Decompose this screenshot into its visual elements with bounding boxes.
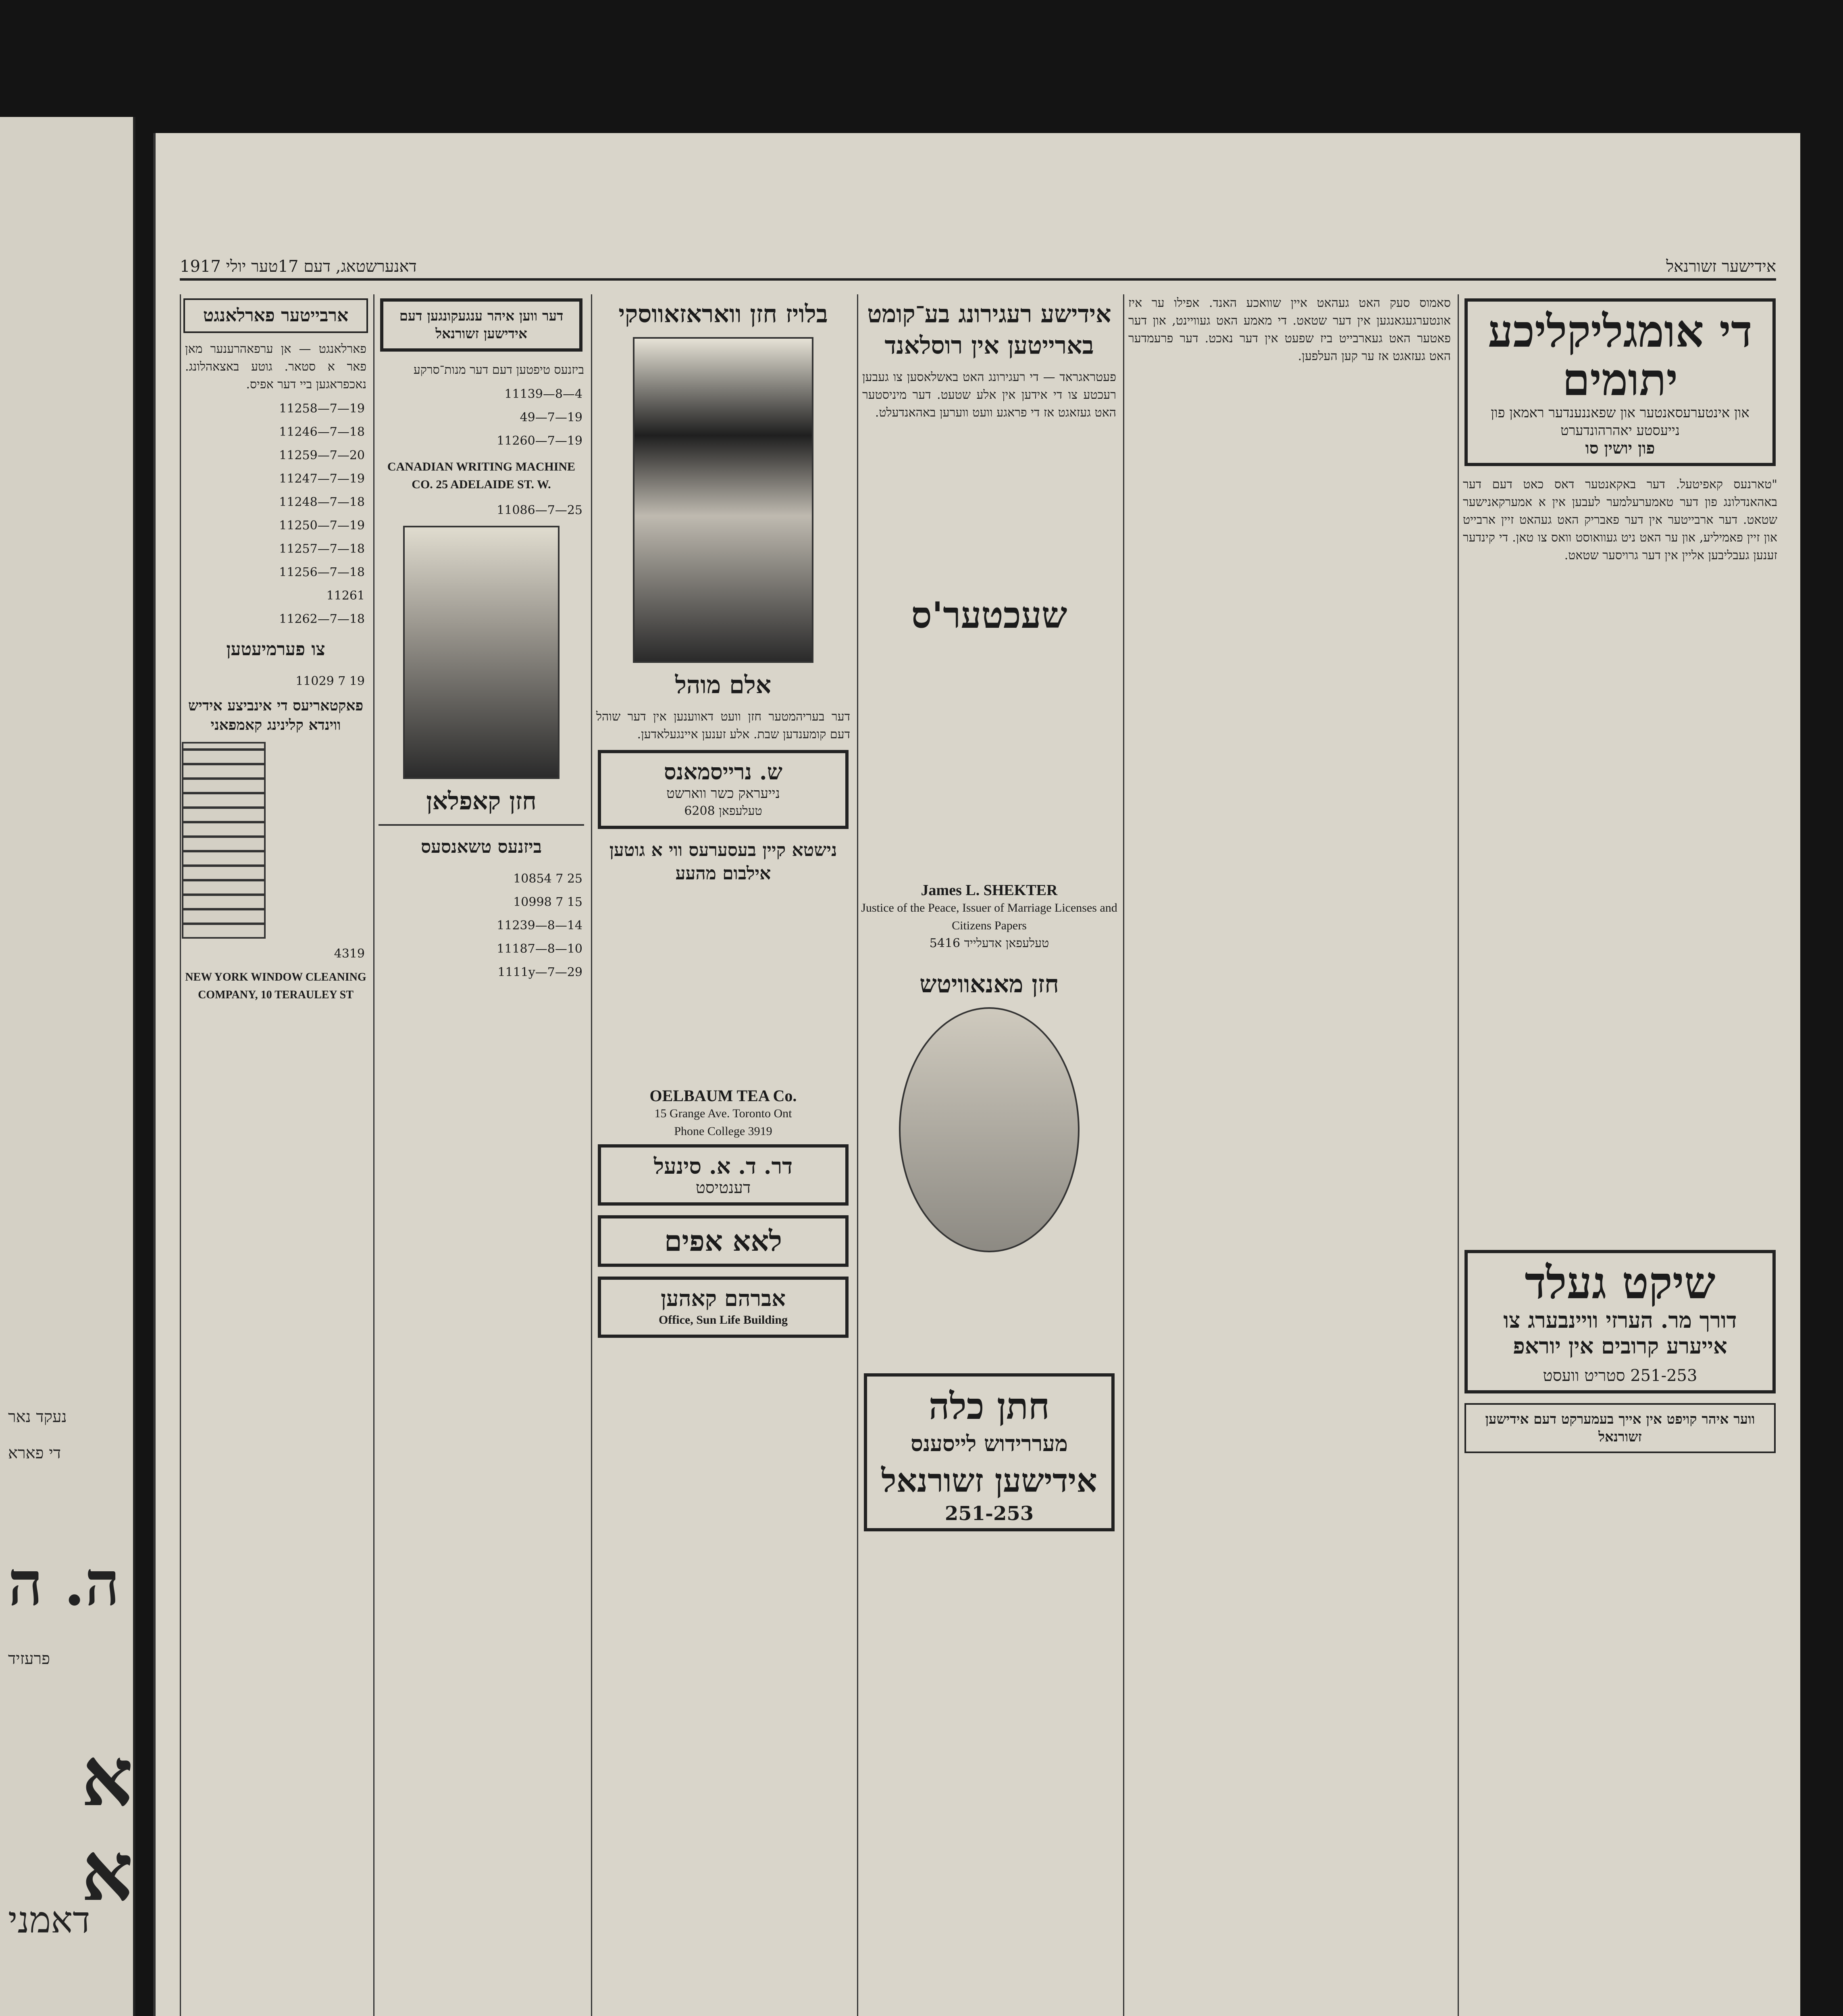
classified-ref: 11260—7—19 xyxy=(497,434,582,448)
column-3 xyxy=(857,294,1120,2016)
classified-ref: 11187—8—10 xyxy=(497,942,582,956)
divider xyxy=(379,824,584,826)
notice-text: ווער איהר קויפט אין אייך בעמערקט דעם אידישען זשורנאל xyxy=(1485,1411,1755,1445)
cantor-photo xyxy=(899,1007,1080,1252)
article-body: דער בעריהמטער חזן וועט דאווענען אין דער שוהל דעם קומענדען שבת. אלע זענען איינגעלאדען. xyxy=(596,710,850,741)
article-body: סאמוס סעק האט געהאט איין שוואכע האנד. אפילו ער איז אונטערגעגאנגען אין דער שטאט. די מאמע האט געוויינט, און דער פאטער האט געארבייט ביז שפעט אין דער נאכט. דער פרעמדער האט געזאגט אז ער קען העלפען. xyxy=(1128,296,1451,363)
section-header: ביזנעס טשאנסעס xyxy=(421,837,542,857)
ad-subtitle: מעררידוש לייסענס xyxy=(911,1431,1068,1456)
tea-company-name: OELBAUM TEA Co. xyxy=(649,1087,797,1105)
serial-author: פון יושין סו xyxy=(1585,439,1655,458)
ad-subtitle: נייעראק כשר ווארשט xyxy=(666,785,780,802)
classified-ref: 11248—7—18 xyxy=(279,495,365,509)
serial-title: די אומגליקליכע יתומים xyxy=(1488,305,1752,406)
section-header: ארבייטער פארלאנגט xyxy=(183,298,368,333)
fragment-line: ה. ה xyxy=(8,1548,120,1619)
fragment-line: די פארא xyxy=(8,1444,61,1462)
typewriter-ad: CANADIAN WRITING MACHINE CO. 25 ADELAIDE ST. W. xyxy=(387,460,576,491)
classified-body: ביזנעס טיפטען דעם דער מנות־סרקע xyxy=(413,363,584,377)
ad-english-text: Justice of the Peace, Issuer of Marriage Licenses and Citizens Papers xyxy=(861,901,1117,932)
notice-box xyxy=(1464,1403,1776,1453)
newspaper-page xyxy=(153,133,1800,2016)
ad-body: דורך מר. הערזי וויינבערג צו אייערע קרובים אין יוראפ xyxy=(1503,1307,1737,1359)
ad-address: Office, Sun Life Building xyxy=(658,1313,788,1327)
window-cleaner-illustration xyxy=(182,742,266,939)
photo-title: חזן מאנאוויטש xyxy=(919,970,1059,998)
ad-title: לאא אפים xyxy=(664,1224,782,1258)
serial-box xyxy=(1464,298,1776,466)
classified-ref: 11086—7—25 xyxy=(497,503,582,517)
column-1 xyxy=(1458,294,1781,2016)
paper-name: אידישער זשורנאל xyxy=(1666,257,1776,276)
ad-address: 251-253 סטריט וועסט xyxy=(1543,1366,1697,1385)
classified-ref: 4319 xyxy=(334,947,365,961)
classified-ref: 11239—8—14 xyxy=(497,918,582,933)
issue-date: דאנערשטאג, דעם 17טער יולי 1917 xyxy=(180,257,417,276)
lawyer-ad xyxy=(598,1277,849,1338)
ad-title: ש. נרייסמאנס xyxy=(664,759,782,785)
masthead xyxy=(180,254,1776,281)
tea-ad-headline: נישטא קיין בעסערעס ווי א גוטען אילבום מהעע xyxy=(609,840,837,884)
window-cleaning-company: NEW YORK WINDOW CLEANING COMPANY, 10 TERAULEY ST xyxy=(185,971,366,1001)
fragment-line: פרעזיד xyxy=(8,1649,50,1668)
ad-title: דר. ד. א. סינעל xyxy=(653,1153,793,1179)
column-4 xyxy=(591,294,854,2016)
photo-title: חזן קאפלאן xyxy=(426,787,537,815)
column-6 xyxy=(180,294,370,2016)
fragment-line: נעקד נאר xyxy=(8,1408,67,1426)
classified-ref: 11246—7—18 xyxy=(279,425,365,439)
classified-ref: 11029 7 19 xyxy=(295,674,365,688)
classified-ref: 11261 xyxy=(326,589,365,603)
ad-phone: טעלעפאן אדעלייד 5416 xyxy=(929,936,1049,950)
ad-title: אברהם קאהען xyxy=(661,1285,786,1311)
marriage-license-ad xyxy=(864,1373,1115,1531)
ad-phone: טעלעפאן 6208 xyxy=(684,804,762,818)
fragment-line: א א xyxy=(81,1730,133,1919)
ad-title: שיקט געלד xyxy=(1525,1257,1716,1309)
classified-ref: 11247—7—19 xyxy=(279,472,365,486)
ad-title: שעכטער'ס xyxy=(911,594,1067,637)
lunch-ad xyxy=(598,1215,849,1267)
article-body: "טארנעס קאפיטעל. דער באקאנטער דאס כאט דעם דער באהאנדלונג פון דער טאמערעלמער לעבען אין א אמערקאנישער שטאט. דער ארבייטער אין דער פאבריק האט געהאט זיין ארבייט און זיין פאמיליע, און ער האט ניט געוואוסט וואס צו טאן. די קינדער זענען געבליבען אליין אין דער גרויסער שטאט. xyxy=(1463,477,1777,562)
money-transfer-ad xyxy=(1464,1250,1776,1393)
tea-address: 15 Grange Ave. Toronto Ont xyxy=(654,1107,792,1120)
classified-body: פארלאנגט — אן ערפאהרענער מאן פאר א סטאר. גוטע באצאהלונג. נאכפראגען ביי דער אפיס. xyxy=(185,342,366,392)
sausage-ad xyxy=(598,750,849,829)
adjacent-page-fragment xyxy=(0,117,135,2016)
column-2 xyxy=(1123,294,1455,2016)
cantor-portrait xyxy=(633,337,813,663)
tea-phone: Phone College 3919 xyxy=(674,1125,772,1138)
ad-phone: 251-253 xyxy=(944,1502,1034,1525)
classified-ref: 11256—7—18 xyxy=(279,565,365,579)
ad-subtitle: דענטיסט xyxy=(695,1179,751,1197)
window-cleaning-ad-title: פאקטאריעס די אינביצע אידיש ווינדא קלינינג קאמפאני xyxy=(188,697,364,733)
article-headline: בלויז חזן וואראזאווסקי xyxy=(618,300,828,328)
classified-ref: 1111y—7—29 xyxy=(497,965,582,979)
classified-ref: 10998 7 15 xyxy=(513,895,582,909)
article-headline: אידישע רעגירונג בע־קומט בארייטען אין רוסלאנד xyxy=(867,300,1111,360)
column-5 xyxy=(373,294,588,2016)
dentist-ad xyxy=(598,1144,849,1206)
photo-title: אלם מוהל xyxy=(675,671,772,699)
classified-ref: 11258—7—19 xyxy=(279,402,365,416)
article-body: פעטראגראד — די רעגירונג האט באשלאסען צו געבען רעכטע צו די אידען אין אלע שטעט. דער מיניסטער האט געזאגט אז די פראגע וועט ווערען באהאנדעלט. xyxy=(862,370,1116,420)
classified-ref: 11139—8—4 xyxy=(504,387,582,401)
classified-ref: 11259—7—20 xyxy=(279,448,365,462)
cantor-portrait xyxy=(403,526,560,779)
ad-paper-name: אידישען זשורנאל xyxy=(881,1462,1097,1500)
fragment-line: דאמני xyxy=(8,1899,90,1941)
classified-ref: 11262—7—18 xyxy=(279,612,365,626)
paper-notice-box xyxy=(380,298,582,352)
ad-title: חתן כלה xyxy=(928,1385,1050,1428)
serial-subtitle: און אינטערעסאנטער און שפאננענדער ראמאן פון נייעסטע יאהרהונדערט xyxy=(1491,405,1749,439)
classified-ref: 10854 7 25 xyxy=(513,872,582,886)
classified-ref: 11250—7—19 xyxy=(279,519,365,533)
ad-english-name: James L. SHEKTER xyxy=(921,882,1058,899)
classified-ref: 11257—7—18 xyxy=(279,542,365,556)
notice-text: דער ווען איהר ענגעקונגען דעם אידישען זשורנאל xyxy=(399,308,564,342)
classified-ref: 49—7—19 xyxy=(520,410,582,425)
section-header: צו פערמיעטען xyxy=(226,639,325,660)
